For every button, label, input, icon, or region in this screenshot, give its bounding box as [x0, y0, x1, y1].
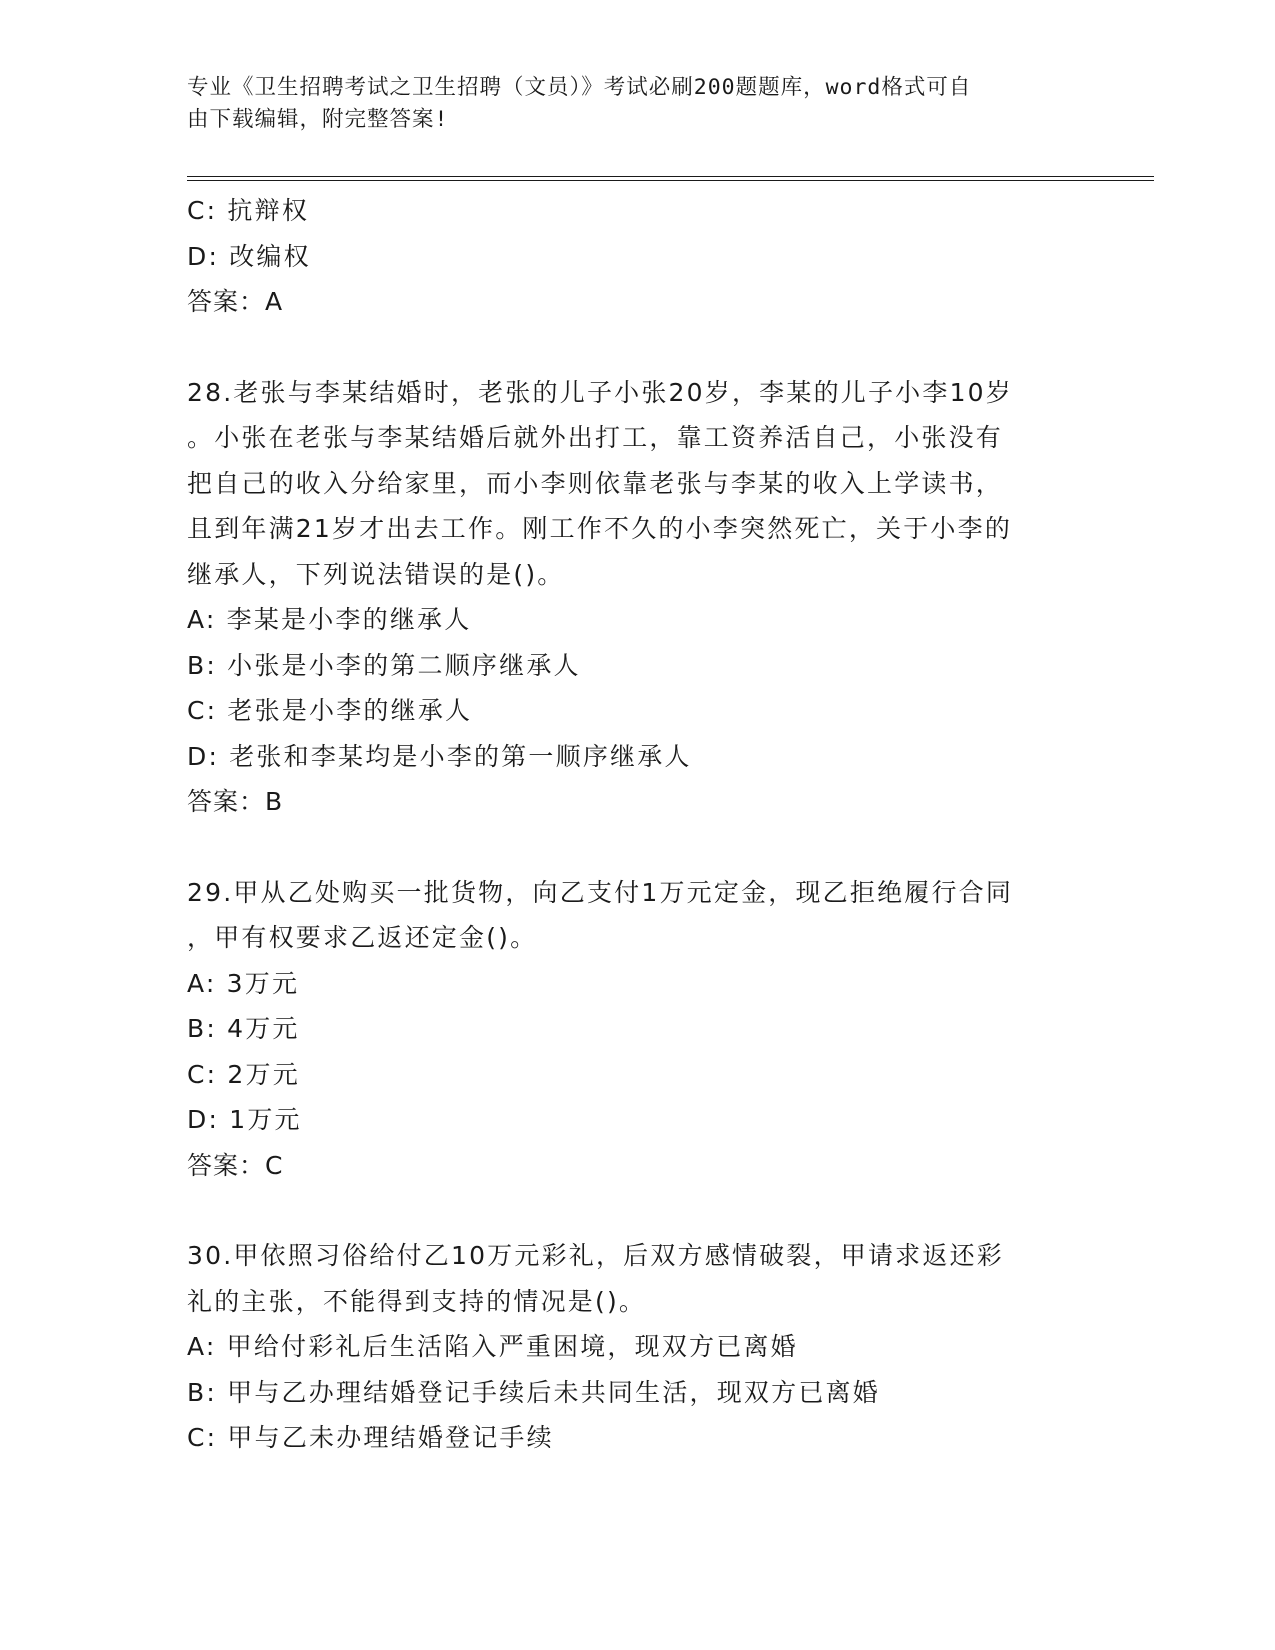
answer: 答案：C [187, 1150, 284, 1180]
question-29 [187, 870, 1087, 1189]
question-stem-line: ，甲有权要求乙返还定金()。 [187, 923, 538, 952]
option-a: A: 李某是小李的继承人 [187, 605, 472, 634]
header-line-2: 由下载编辑，附完整答案! [187, 107, 449, 132]
option-a: A: 3万元 [187, 968, 300, 998]
question-stem-line: 把自己的收入分给家里，而小李则依靠老张与李某的收入上学读书， [187, 468, 1004, 498]
header-line-1: 专业《卫生招聘考试之卫生招聘（文员）》考试必刷200题题库，word格式可自 [187, 75, 972, 100]
option-a: A: 甲给付彩礼后生活陷入严重困境，现双方已离婚 [187, 1332, 798, 1361]
prev-option-d: D: 改编权 [187, 241, 311, 271]
spacer [187, 325, 1087, 370]
option-b: B: 小张是小李的第二顺序继承人 [187, 650, 581, 680]
document-body [187, 188, 1087, 1461]
question-stem-line: 且到年满21岁才出去工作。刚工作不久的小李突然死亡，关于小李的 [187, 514, 1013, 543]
spacer [187, 1188, 1087, 1233]
prev-option-c: C: 抗辩权 [187, 196, 310, 225]
option-c: C: 甲与乙未办理结婚登记手续 [187, 1423, 554, 1452]
option-b: B: 甲与乙办理结婚登记手续后未共同生活，现双方已离婚 [187, 1377, 880, 1407]
question-stem-line: 28.老张与李某结婚时，老张的儿子小张20岁，李某的儿子小李10岁 [187, 377, 1013, 407]
answer: 答案：B [187, 787, 284, 816]
option-c: C: 2万元 [187, 1059, 300, 1089]
document-header [187, 72, 1067, 136]
option-c: C: 老张是小李的继承人 [187, 696, 473, 725]
option-b: B: 4万元 [187, 1014, 300, 1043]
option-d: D: 老张和李某均是小李的第一顺序继承人 [187, 741, 692, 771]
question-28 [187, 370, 1087, 825]
question-stem-line: 继承人，下列说法错误的是()。 [187, 559, 565, 589]
question-stem-line: 30.甲依照习俗给付乙10万元彩礼，后双方感情破裂，甲请求返还彩 [187, 1241, 1004, 1270]
question-stem-line: 29.甲从乙处购买一批货物，向乙支付1万元定金，现乙拒绝履行合同 [187, 877, 1014, 907]
question-stem-line: 。小张在老张与李某结婚后就外出打工，靠工资养活自己，小张没有 [187, 423, 1004, 452]
header-double-rule [187, 176, 1154, 181]
option-d: D: 1万元 [187, 1105, 302, 1134]
question-30 [187, 1233, 1087, 1461]
prev-answer: 答案：A [187, 287, 284, 316]
spacer [187, 825, 1087, 870]
question-stem-line: 礼的主张，不能得到支持的情况是()。 [187, 1286, 647, 1316]
